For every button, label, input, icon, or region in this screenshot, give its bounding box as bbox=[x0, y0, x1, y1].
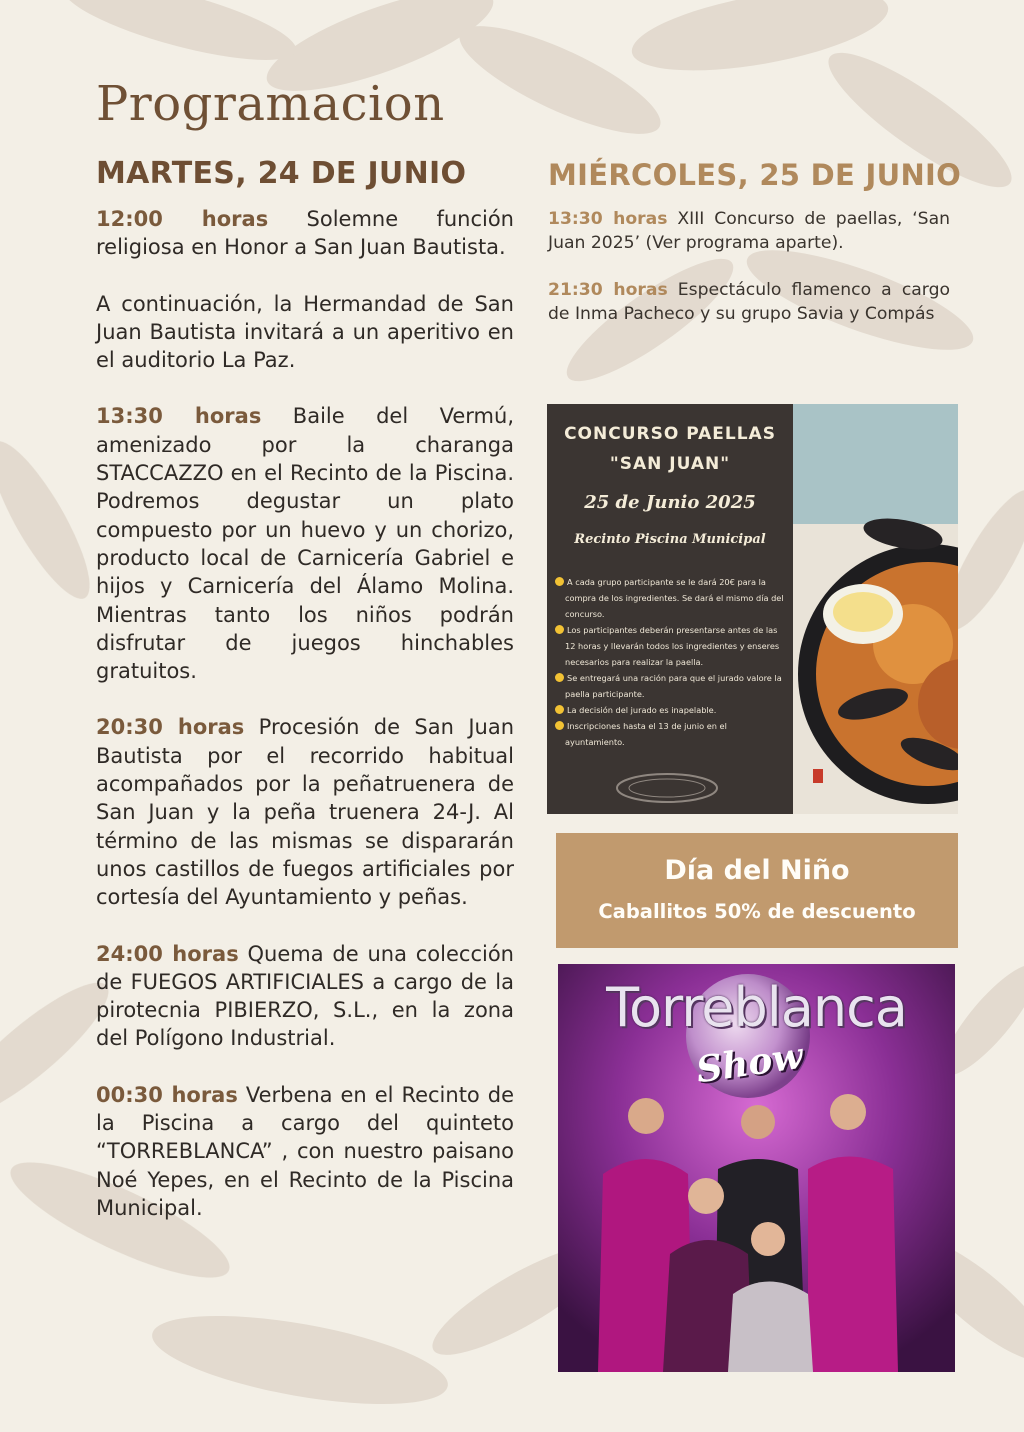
rule-text: Inscripciones hasta el 13 de junio en el ayuntamiento. bbox=[565, 721, 727, 747]
event-time: 13:30 horas bbox=[548, 209, 668, 229]
event-text: A continuación, la Hermandad de San Juan Bautista invitará a un aperitivo en el auditorio La Paz. bbox=[96, 291, 514, 373]
torreblanca-show-poster bbox=[558, 964, 955, 1372]
event-text: Espectáculo flamenco a cargo de Inma Pacheco y su grupo Savia y Compás bbox=[548, 280, 950, 324]
day1-events bbox=[96, 205, 514, 1250]
paella-photo bbox=[793, 404, 958, 814]
rule-text: A cada grupo participante se le dará 20€ para la compra de los ingredientes. Se dará el mismo día del concurso. bbox=[565, 577, 784, 619]
event-item bbox=[548, 207, 950, 255]
kids-day-banner bbox=[556, 833, 958, 948]
poster-text-panel bbox=[547, 404, 793, 814]
rule-text: Se entregará una ración para que el jurado valore la paella participante. bbox=[565, 673, 782, 699]
event-item bbox=[96, 940, 514, 1053]
event-text: Solemne función religiosa en Honor a San Juan Bautista. bbox=[96, 207, 514, 260]
rule-text: La decisión del jurado es inapelable. bbox=[567, 705, 717, 715]
event-time: 24:00 horas bbox=[96, 941, 239, 966]
paella-pan-sketch-icon bbox=[607, 764, 727, 808]
rule-text: Los participantes deberán presentarse antes de las 12 horas y llevarán todos los ingredientes y enseres necesarios para realizar la paella. bbox=[565, 625, 780, 667]
rule-item bbox=[555, 702, 787, 718]
leaf bbox=[0, 430, 106, 610]
rule-item bbox=[555, 574, 787, 622]
rule-item bbox=[555, 622, 787, 670]
banner-subtitle: Caballitos 50% de descuento bbox=[598, 900, 916, 923]
poster-title-line2: "SAN JUAN" bbox=[609, 454, 731, 474]
day2-heading: MIÉRCOLES, 25 DE JUNIO bbox=[548, 158, 962, 192]
leaf bbox=[448, 6, 673, 153]
event-item bbox=[96, 713, 514, 911]
bullet-icon bbox=[555, 705, 564, 714]
day1-heading: MARTES, 24 DE JUNIO bbox=[96, 156, 467, 191]
rule-item bbox=[555, 670, 787, 702]
leaf bbox=[57, 0, 302, 76]
event-text: XIII Concurso de paellas, ‘San Juan 2025’ (Ver programa aparte). bbox=[548, 209, 951, 253]
event-text: Baile del Vermú, amenizado por la charanga STACCAZZO en el Recinto de la Piscina. Podremos degustar un plato compuesto por un huevo y un chorizo, producto local de Carnicería Gabriel e hijos y Carnicería del Álamo Molina. Mientras tanto los niños podrán disfrutar de juegos hinchables gratuitos. bbox=[96, 404, 514, 684]
event-time: 21:30 horas bbox=[548, 280, 668, 300]
event-item bbox=[96, 205, 514, 262]
event-item bbox=[96, 402, 514, 685]
bullet-icon bbox=[555, 673, 564, 682]
event-text: Procesión de San Juan Bautista por el recorrido habitual acompañados por la peñatruenera de San Juan y la peña truenera 24-J. Al término de las mismas se dispararán unos castillos de fuegos artificiales por cortesía del Ayuntamiento y peñas. bbox=[96, 715, 514, 910]
event-time: 13:30 horas bbox=[96, 404, 262, 429]
paella-contest-poster bbox=[547, 404, 958, 814]
event-time: 20:30 horas bbox=[96, 715, 245, 740]
show-band-name: Torreblanca bbox=[606, 976, 907, 1039]
rule-item bbox=[555, 718, 787, 750]
poster-venue: Recinto Piscina Municipal bbox=[574, 532, 766, 547]
event-item bbox=[548, 278, 950, 326]
poster-date: 25 de Junio 2025 bbox=[584, 492, 756, 513]
page-title: Programacion bbox=[96, 76, 445, 132]
event-item bbox=[96, 290, 514, 375]
bullet-icon bbox=[555, 625, 564, 634]
leaf bbox=[146, 1298, 454, 1421]
event-text: Quema de una colección de FUEGOS ARTIFICIALES a cargo de la pirotecnia PIBIERZO, S.L., en la zona del Polígono Industrial. bbox=[96, 941, 514, 1051]
poster-title-line1: CONCURSO PAELLAS bbox=[564, 424, 776, 444]
event-time: 12:00 horas bbox=[96, 207, 269, 231]
poster-rules bbox=[555, 574, 787, 750]
day2-events bbox=[548, 207, 950, 349]
banner-title: Día del Niño bbox=[664, 855, 850, 886]
event-time: 00:30 horas bbox=[96, 1082, 238, 1107]
event-text: Verbena en el Recinto de la Piscina a cargo del quinteto “TORREBLANCA” , con nuestro paisano Noé Yepes, en el Recinto de la Piscina Municipal. bbox=[96, 1082, 514, 1220]
show-subtitle: Show bbox=[693, 1034, 806, 1092]
event-item bbox=[96, 1081, 514, 1222]
bullet-icon bbox=[555, 577, 564, 586]
bullet-icon bbox=[555, 721, 564, 730]
